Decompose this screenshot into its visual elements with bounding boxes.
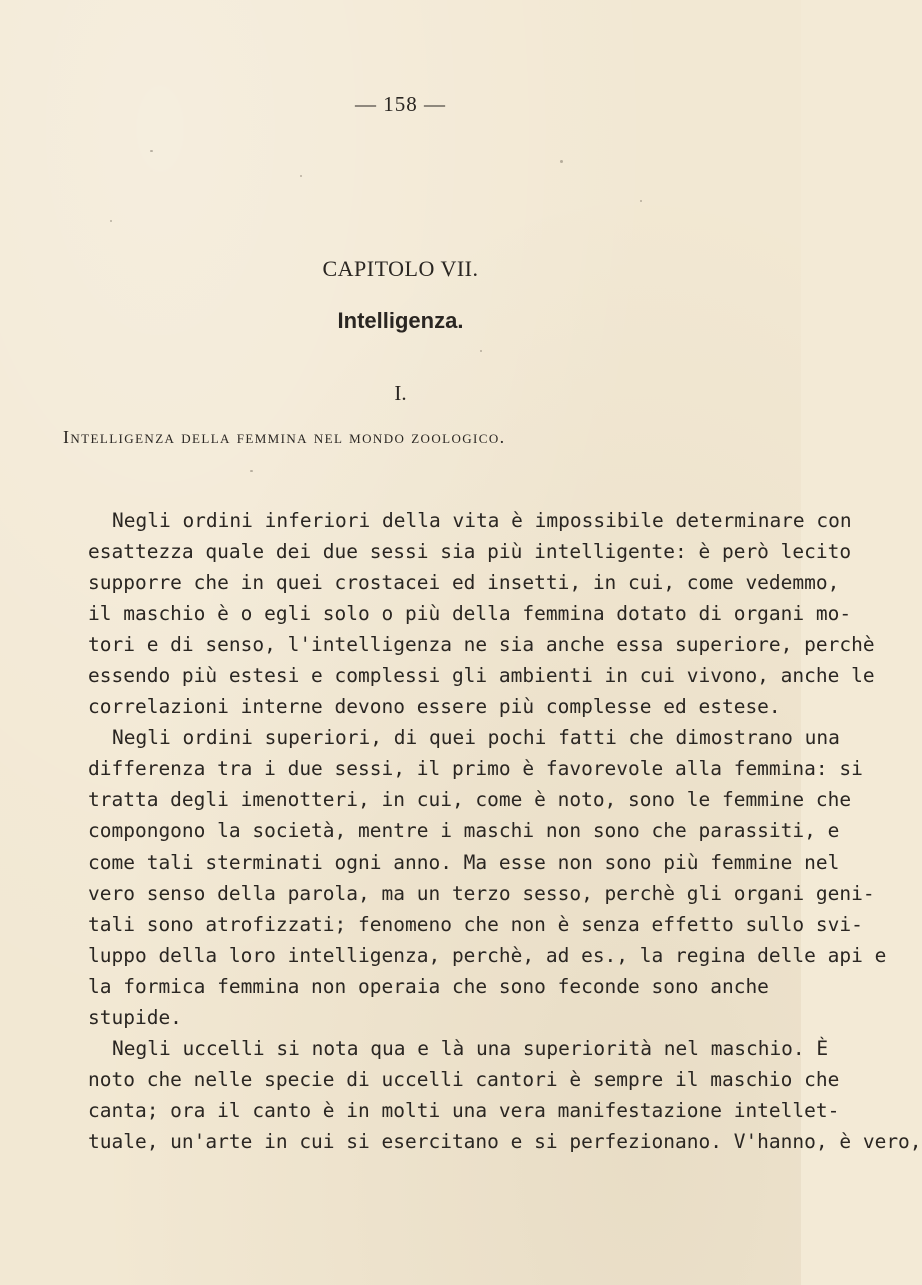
text-line: tratta degli imenotteri, in cui, come è noto, sono le femmine che	[88, 788, 852, 812]
text-line: compongono la società, mentre i maschi non sono che parassiti, e	[88, 819, 840, 843]
text-line: essendo più estesi e complessi gli ambienti in cui vivono, anche le	[88, 664, 875, 688]
section-number: I.	[394, 381, 407, 405]
text-line: canta; ora il canto è in molti una vera manifestazione intellet-	[88, 1098, 840, 1122]
text-line: come tali sterminati ogni anno. Ma esse non sono più femmine nel	[88, 850, 840, 874]
text-line: esattezza quale dei due sessi sia più intelligente: è però lecito	[88, 540, 852, 564]
text-line: tori e di senso, l'intelligenza ne sia anche essa superiore, perchè	[88, 633, 875, 657]
text-line: il maschio è o egli solo o più della femmina dotato di organi mo-	[88, 602, 852, 626]
body-text	[88, 505, 922, 1157]
text-line: tali sono atrofizzati; fenomeno che non è senza effetto sullo svi-	[88, 912, 863, 936]
chapter-heading: CAPITOLO VII.	[322, 256, 479, 281]
text-line: la formica femmina non operaia che sono feconde sono anche	[88, 974, 769, 998]
text-line: tuale, un'arte in cui si esercitano e si perfezionano. V'hanno, è vero,	[88, 1129, 922, 1153]
text-line: stupide.	[88, 1005, 182, 1029]
text-line: Negli ordini superiori, di quei pochi fatti che dimostrano una	[112, 726, 840, 750]
paper-speck	[640, 200, 642, 202]
paper-speck	[110, 220, 112, 222]
section-title: Intelligenza della femmina nel mondo zoologico.	[63, 427, 506, 447]
paper-speck	[300, 175, 302, 177]
chapter-title: Intelligenza.	[337, 308, 464, 333]
page-number: — 158 —	[355, 92, 446, 116]
text-line: Negli uccelli si nota qua e là una superiorità nel maschio. È	[112, 1036, 829, 1060]
text-line: luppo della loro intelligenza, perchè, ad es., la regina delle api e	[88, 943, 887, 967]
paper-speck	[150, 150, 153, 152]
paper-speck	[560, 160, 563, 163]
text-line: supporre che in quei crostacei ed insetti, in cui, come vedemmo,	[88, 571, 840, 595]
text-line: differenza tra i due sessi, il primo è favorevole alla femmina: si	[88, 757, 863, 781]
text-line: vero senso della parola, ma un terzo sesso, perchè gli organi geni-	[88, 881, 875, 905]
text-line: correlazioni interne devono essere più complesse ed estese.	[88, 695, 781, 719]
text-line: noto che nelle specie di uccelli cantori è sempre il maschio che	[88, 1067, 840, 1091]
paper-speck	[250, 470, 253, 472]
paper-speck	[480, 350, 482, 352]
text-line: Negli ordini inferiori della vita è impossibile determinare con	[112, 509, 852, 532]
